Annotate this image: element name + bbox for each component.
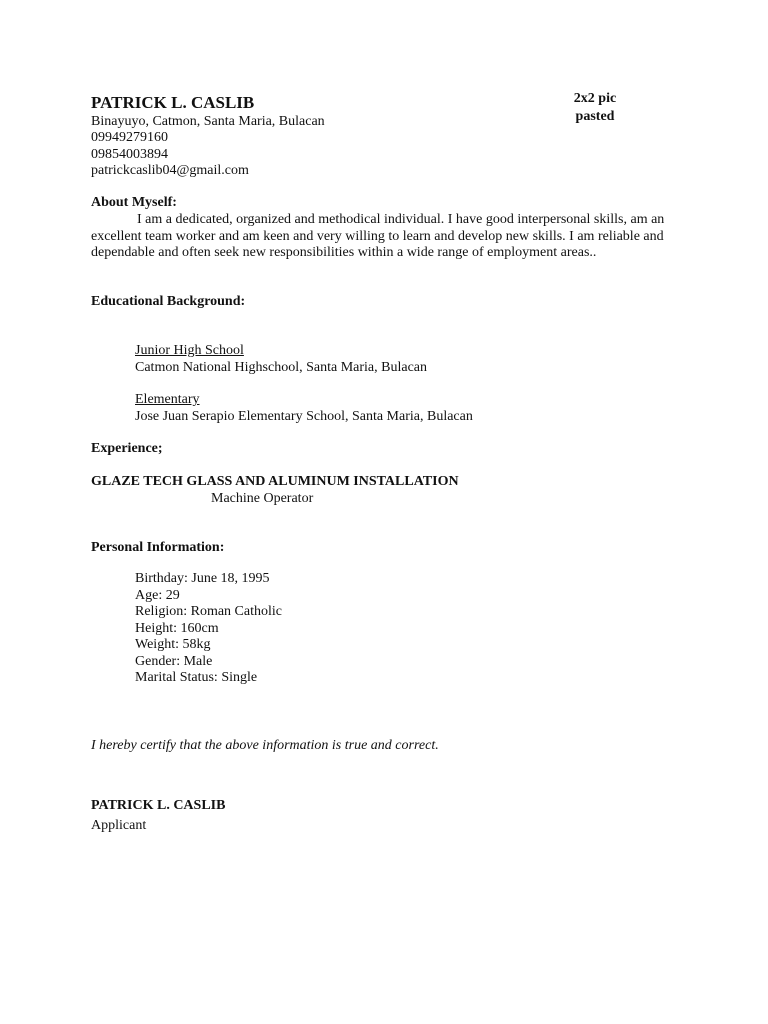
education-entry-elementary	[135, 392, 635, 425]
education-heading: Educational Background:	[91, 294, 246, 309]
email: patrickcaslib04@gmail.com	[91, 162, 249, 178]
education-school: Jose Juan Serapio Elementary School, Santa Maria, Bulacan	[135, 408, 473, 424]
about-text: I am a dedicated, organized and methodical individual. I have good interpersonal skills, am an excellent team worker and am keen and very willing to learn and develop new skills. I am reliable and dependable and often seek new responsibilities within a wide range of employment areas..	[91, 212, 665, 260]
address: Binayuyo, Catmon, Santa Maria, Bulacan	[91, 114, 325, 129]
personal-gender: Gender: Male	[135, 653, 213, 669]
experience-heading: Experience;	[91, 441, 163, 456]
photo-placeholder	[555, 90, 635, 126]
signature-role: Applicant	[91, 818, 147, 833]
about-heading: About Myself:	[91, 195, 177, 210]
personal-height: Height: 160cm	[135, 620, 219, 636]
personal-info-list	[135, 571, 282, 687]
personal-heading: Personal Information:	[91, 540, 225, 555]
personal-age: Age: 29	[135, 587, 180, 603]
photo-placeholder-line-1: 2x2 pic	[573, 91, 617, 106]
education-school: Catmon National Highschool, Santa Maria, Bulacan	[135, 359, 427, 375]
education-entry-junior-high	[135, 343, 635, 376]
personal-religion: Religion: Roman Catholic	[135, 604, 282, 619]
applicant-name: PATRICK L. CASLIB	[91, 93, 255, 112]
phone-1: 09949279160	[91, 130, 168, 146]
signature-name: PATRICK L. CASLIB	[91, 798, 226, 813]
experience-company: GLAZE TECH GLASS AND ALUMINUM INSTALLATION	[91, 474, 459, 489]
education-level: Junior High School	[135, 343, 244, 358]
personal-weight: Weight: 58kg	[135, 637, 211, 652]
personal-marital-status: Marital Status: Single	[135, 670, 258, 685]
contact-block	[91, 114, 325, 179]
photo-placeholder-line-2: pasted	[575, 109, 615, 124]
certification-statement: I hereby certify that the above information is true and correct.	[91, 738, 439, 753]
phone-2: 09854003894	[91, 146, 168, 162]
experience-position: Machine Operator	[211, 491, 314, 506]
education-level: Elementary	[135, 392, 200, 407]
personal-birthday: Birthday: June 18, 1995	[135, 571, 270, 586]
